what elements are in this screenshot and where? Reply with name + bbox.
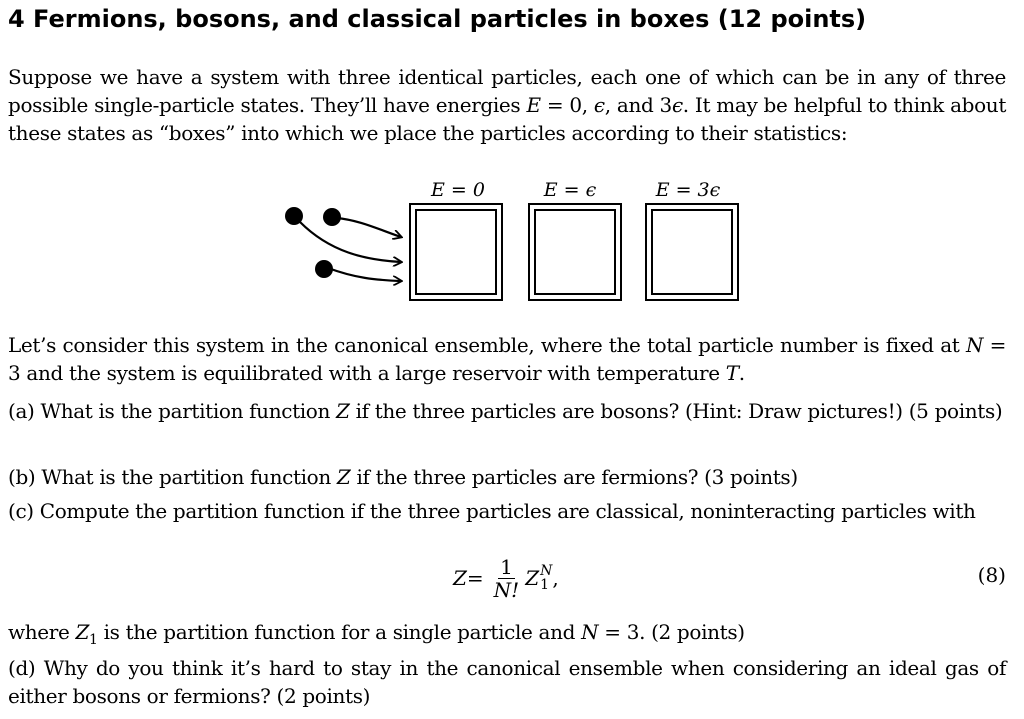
canonical-paragraph xyxy=(8,331,1006,387)
z1-superscript: N xyxy=(540,563,553,579)
z-symbol: Z xyxy=(336,399,350,423)
box-ground xyxy=(410,204,502,300)
question-c: (c) Compute the partition function if the three particles are classical, noninteracting particles with xyxy=(8,499,976,523)
equation-body xyxy=(453,548,559,608)
z1-subscript: 1 xyxy=(89,632,98,648)
energy-symbol: E xyxy=(526,93,541,117)
equation-8 xyxy=(8,548,1006,608)
equation-trail: , xyxy=(552,566,559,590)
question-b-text-1: (b) What is the partition function xyxy=(8,465,337,489)
particle-1 xyxy=(285,207,401,262)
z1-subscript: 1 xyxy=(540,577,550,593)
epsilon-symbol: ϵ xyxy=(593,93,605,117)
where-line xyxy=(8,618,1006,654)
box-label-three-epsilon: E = 3ϵ xyxy=(655,179,721,201)
question-d: (d) Why do you think it’s hard to stay in the canonical ensemble when considering an ideal gas of either bosons or fermions? (2 points) xyxy=(8,656,1006,708)
n-symbol: N xyxy=(581,620,599,644)
intro-text-3: , and 3 xyxy=(604,93,672,117)
canonical-text-3: . xyxy=(738,361,745,385)
question-b-text-2: if the three particles are fermions? (3 points) xyxy=(350,465,798,489)
question-a xyxy=(8,397,1006,425)
canonical-text-2: = 3 and the system is equilibrated with a large reservoir with temperature xyxy=(8,333,1007,385)
where-text-2: is the partition function for a single particle and xyxy=(97,620,582,644)
equation-equals: = xyxy=(466,566,484,590)
equation-lhs: Z xyxy=(453,566,467,590)
intro-text-1: Suppose we have a system with three identical particles, each one of which can be in any of three possible single-particle states. They’ll have energies xyxy=(8,65,1006,117)
z1-base: Z xyxy=(525,566,540,590)
box-epsilon xyxy=(529,204,621,300)
question-a-text-2: if the three particles are bosons? (Hint: Draw pictures!) (5 points) xyxy=(349,399,1003,423)
epsilon-symbol: ϵ xyxy=(671,93,683,117)
n-symbol: N xyxy=(965,333,984,357)
question-b xyxy=(8,463,1006,491)
box-label-ground: E = 0 xyxy=(431,179,485,201)
where-text-3: = 3. (2 points) xyxy=(598,620,745,644)
particle-3 xyxy=(315,260,401,281)
t-symbol: T xyxy=(725,361,739,385)
problem-page xyxy=(8,0,1006,719)
particle-2 xyxy=(323,208,401,237)
z-symbol: Z xyxy=(75,620,90,644)
fraction-numerator: 1 xyxy=(500,554,513,579)
box-three-epsilon xyxy=(646,204,738,300)
canonical-text-1: Let’s consider this system in the canonical ensemble, where the total particle number is fixed at xyxy=(8,333,966,357)
fraction-denominator: N! xyxy=(493,577,520,602)
intro-paragraph xyxy=(8,63,1006,147)
where-text-1: where xyxy=(8,620,76,644)
z1-scripts xyxy=(540,564,552,592)
intro-text-4: . It may be helpful to think about these states as “boxes” into which we place the particles according to their statistics: xyxy=(8,93,1007,145)
section-title: 4 Fermions, bosons, and classical particles in boxes (12 points) xyxy=(8,5,867,33)
question-a-text-1: (a) What is the partition function xyxy=(8,399,337,423)
equation-number: (8) xyxy=(977,563,1006,587)
intro-text-2: = 0, xyxy=(540,93,594,117)
z-symbol: Z xyxy=(336,465,351,489)
fraction xyxy=(492,556,522,601)
particles-in-boxes-diagram xyxy=(270,168,770,308)
box-label-epsilon: E = ϵ xyxy=(543,179,597,201)
